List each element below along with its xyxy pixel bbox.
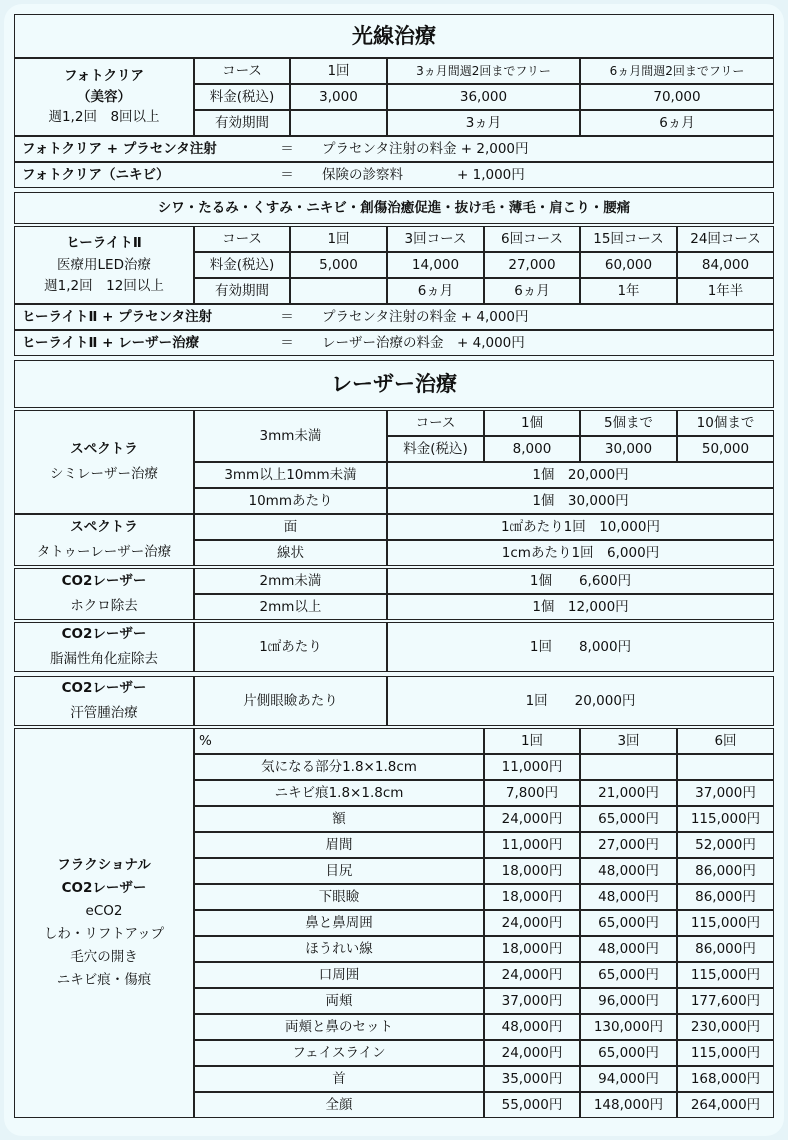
photoclear-label-line: フォトクリア <box>63 67 145 84</box>
spectra-spots-label-line: シミレーザー治療 <box>50 466 158 482</box>
co2-syringoma-label-line: 汗管腫治療 <box>70 705 138 721</box>
fractional-price-cell: 37,000円 <box>677 780 774 806</box>
spectra-small-row-label: コース <box>387 410 484 436</box>
healite-courses-cell: 1回 <box>290 226 387 252</box>
photoclear-row-label: 有効期間 <box>194 110 290 136</box>
fractional-label-line: 毛穴の開き <box>70 948 138 965</box>
fractional-price-cell: 21,000円 <box>580 780 677 806</box>
co2-keratosis-label-line: 脂漏性角化症除去 <box>50 651 158 667</box>
photoclear-placenta-row-desc: プラセンタ注射の料金 + 2,000円 <box>322 140 529 157</box>
fractional-price-cell: 18,000円 <box>484 884 580 910</box>
fractional-price-cell: 115,000円 <box>677 910 774 936</box>
fractional-label-line: しわ・リフトアップ <box>43 926 165 942</box>
spectra-tattoo-label-line: タトゥーレーザー治療 <box>36 544 172 560</box>
photoclear-prices-cell: 36,000 <box>387 84 580 110</box>
co2-syringoma-label-line: CO2レーザー <box>61 680 147 697</box>
frame-light-title <box>14 14 774 58</box>
fractional-area: 口周囲 <box>194 962 484 988</box>
fractional-price-cell: 24,000円 <box>484 910 580 936</box>
co2-mole-label-line: CO2レーザー <box>61 573 147 590</box>
fractional-label-line: フラクショナル <box>57 857 151 874</box>
fractional-area: 気になる部分1.8×1.8cm <box>194 754 484 780</box>
fractional-label-line: ニキビ痕・傷痕 <box>56 971 152 988</box>
fractional-price-cell: 48,000円 <box>580 858 677 884</box>
mole-size-label: 2mm以上 <box>194 594 387 620</box>
spectra-small-cell: 30,000 <box>580 436 677 462</box>
frame-photoclear <box>14 58 774 188</box>
fractional-area: 目尻 <box>194 858 484 884</box>
fractional-price-cell: 86,000円 <box>677 884 774 910</box>
fractional-price-cell: 115,000円 <box>677 962 774 988</box>
fractional-price-cell: 65,000円 <box>580 1040 677 1066</box>
fractional-price-cell: 11,000円 <box>484 754 580 780</box>
fractional-price-cell: 65,000円 <box>580 962 677 988</box>
fractional-area: 首 <box>194 1066 484 1092</box>
mole-price: 1個 12,000円 <box>387 594 774 620</box>
spectra-small-row-label: 料金(税込) <box>387 436 484 462</box>
frame-fractional <box>14 728 774 1118</box>
frame-co2-syringoma <box>14 676 774 726</box>
fractional-area: フェイスライン <box>194 1040 484 1066</box>
healite-laser-row-desc: レーザー治療の料金 + 4,000円 <box>322 334 525 351</box>
healite-row-label: 料金(税込) <box>194 252 290 278</box>
spectra-small-cell: 8,000 <box>484 436 580 462</box>
healite-row-label: コース <box>194 226 290 252</box>
section-title-light: 光線治療 <box>14 14 774 58</box>
keratosis-unit-label: 1㎠あたり <box>194 622 387 672</box>
fractional-price-cell: 65,000円 <box>580 806 677 832</box>
fractional-price-cell: 48,000円 <box>580 884 677 910</box>
healite-courses-cell: 24回コース <box>677 226 774 252</box>
fractional-area: 下眼瞼 <box>194 884 484 910</box>
fractional-price-cell: 230,000円 <box>677 1014 774 1040</box>
photoclear-acne-row-equals: ＝ <box>280 166 294 183</box>
photoclear-row-label: コース <box>194 58 290 84</box>
fractional-price-cell: 35,000円 <box>484 1066 580 1092</box>
healite-prices-cell: 84,000 <box>677 252 774 278</box>
fractional-label-line: CO2レーザー <box>61 880 147 897</box>
frame-symptoms <box>14 192 774 224</box>
fractional-price-cell: 96,000円 <box>580 988 677 1014</box>
fractional-price-cell: 264,000円 <box>677 1092 774 1118</box>
fractional-price-cell: 24,000円 <box>484 962 580 988</box>
photoclear-courses-cell: 6ヵ月間週2回までフリー <box>580 58 774 84</box>
spectra-size-label: 10mmあたり <box>194 488 387 514</box>
healite-validity-cell: 6ヵ月 <box>484 278 580 304</box>
fractional-price-cell: 52,000円 <box>677 832 774 858</box>
fractional-area: 全顔 <box>194 1092 484 1118</box>
fractional-price-cell: 18,000円 <box>484 936 580 962</box>
fractional-price-cell: 24,000円 <box>484 1040 580 1066</box>
healite-courses-cell: 3回コース <box>387 226 484 252</box>
photoclear-courses-cell: 3ヵ月間週2回までフリー <box>387 58 580 84</box>
tattoo-type-label: 線状 <box>194 540 387 566</box>
fractional-price-cell: 168,000円 <box>677 1066 774 1092</box>
healite-laser-row-equals: ＝ <box>280 334 294 351</box>
healite-label-line: 週1,2回 12回以上 <box>44 278 164 295</box>
spectra-small-cell: 5個まで <box>580 410 677 436</box>
photoclear-prices-cell: 3,000 <box>290 84 387 110</box>
tattoo-type-label: 面 <box>194 514 387 540</box>
fractional-header-area: % <box>194 728 484 754</box>
co2-mole-label-line: ホクロ除去 <box>70 598 138 614</box>
healite-validity-cell: 1年半 <box>677 278 774 304</box>
photoclear-validity-cell: 6ヵ月 <box>580 110 774 136</box>
keratosis-price: 1回 8,000円 <box>387 622 774 672</box>
healite-prices-cell: 60,000 <box>580 252 677 278</box>
spectra-spots-label-line: スペクトラ <box>70 441 138 458</box>
healite-label-line: ヒーライトⅡ <box>66 234 142 251</box>
co2-keratosis-label-line: CO2レーザー <box>61 626 147 643</box>
frame-spectra-spots <box>14 410 774 514</box>
fractional-price-cell: 27,000円 <box>580 832 677 858</box>
healite-prices-cell: 14,000 <box>387 252 484 278</box>
frame-healite <box>14 226 774 356</box>
fractional-area: 両頬と鼻のセット <box>194 1014 484 1040</box>
fractional-price-cell: 7,800円 <box>484 780 580 806</box>
healite-validity-cell: 1年 <box>580 278 677 304</box>
fractional-price-cell: 115,000円 <box>677 806 774 832</box>
spectra-size-price: 1個 30,000円 <box>387 488 774 514</box>
frame-laser-title <box>14 360 774 408</box>
fractional-price-cell: 94,000円 <box>580 1066 677 1092</box>
fractional-price-cell: 65,000円 <box>580 910 677 936</box>
healite-placenta-row-name: ヒーライトⅡ + プラセンタ注射 <box>22 308 213 325</box>
fractional-price-cell: 86,000円 <box>677 936 774 962</box>
fractional-price-cell: 24,000円 <box>484 806 580 832</box>
frame-co2-mole <box>14 568 774 620</box>
spectra-small-cell: 50,000 <box>677 436 774 462</box>
symptoms-banner: シワ・たるみ・くすみ・ニキビ・創傷治癒促進・抜け毛・薄毛・肩こり・腰痛 <box>14 192 774 224</box>
spectra-tattoo-label-line: スペクトラ <box>70 519 138 536</box>
fractional-header-cell: 1回 <box>484 728 580 754</box>
section-title-laser: レーザー治療 <box>14 360 774 408</box>
photoclear-label-line: （美容） <box>77 88 131 105</box>
fractional-area: 額 <box>194 806 484 832</box>
photoclear-courses-cell: 1回 <box>290 58 387 84</box>
fractional-price-cell: 86,000円 <box>677 858 774 884</box>
mole-size-label: 2mm未満 <box>194 568 387 594</box>
spectra-small-cell: 1個 <box>484 410 580 436</box>
tattoo-price: 1㎠あたり1回 10,000円 <box>387 514 774 540</box>
photoclear-acne-row-name: フォトクリア（ニキビ） <box>22 166 170 183</box>
fractional-area: 両頬 <box>194 988 484 1014</box>
spectra-size-label: 3mm以上10mm未満 <box>194 462 387 488</box>
spectra-small-cell: 10個まで <box>677 410 774 436</box>
fractional-label-line: eCO2 <box>85 903 123 920</box>
fractional-price-cell: 55,000円 <box>484 1092 580 1118</box>
photoclear-row-label: 料金(税込) <box>194 84 290 110</box>
photoclear-prices-cell: 70,000 <box>580 84 774 110</box>
photoclear-validity-cell: 3ヵ月 <box>387 110 580 136</box>
healite-prices-cell: 27,000 <box>484 252 580 278</box>
fractional-price-cell: 48,000円 <box>580 936 677 962</box>
healite-courses-cell: 6回コース <box>484 226 580 252</box>
healite-placenta-row-equals: ＝ <box>280 308 294 325</box>
fractional-area: ほうれい線 <box>194 936 484 962</box>
healite-row-label: 有効期間 <box>194 278 290 304</box>
fractional-header-cell: 6回 <box>677 728 774 754</box>
frame-co2-keratosis <box>14 622 774 672</box>
fractional-price-cell: 48,000円 <box>484 1014 580 1040</box>
fractional-area: 眉間 <box>194 832 484 858</box>
syringoma-price: 1回 20,000円 <box>387 676 774 726</box>
frame-spectra-tattoo <box>14 514 774 566</box>
fractional-area: ニキビ痕1.8×1.8cm <box>194 780 484 806</box>
fractional-header-cell: 3回 <box>580 728 677 754</box>
photoclear-placenta-row-equals: ＝ <box>280 140 294 157</box>
fractional-price-cell: 18,000円 <box>484 858 580 884</box>
fractional-price-cell: 177,600円 <box>677 988 774 1014</box>
syringoma-unit-label: 片側眼瞼あたり <box>194 676 387 726</box>
fractional-price-cell: 148,000円 <box>580 1092 677 1118</box>
healite-laser-row-name: ヒーライトⅡ + レーザー治療 <box>22 334 200 351</box>
photoclear-acne-row-desc: 保険の診察料 + 1,000円 <box>322 166 525 183</box>
healite-placenta-row-desc: プラセンタ注射の料金 + 4,000円 <box>322 308 529 325</box>
spectra-small-label: 3mm未満 <box>194 410 387 462</box>
fractional-price-cell: 37,000円 <box>484 988 580 1014</box>
photoclear-label-line: 週1,2回 8回以上 <box>48 109 160 126</box>
fractional-price-cell: 115,000円 <box>677 1040 774 1066</box>
fractional-area: 鼻と鼻周囲 <box>194 910 484 936</box>
mole-price: 1個 6,600円 <box>387 568 774 594</box>
spectra-size-price: 1個 20,000円 <box>387 462 774 488</box>
healite-label-line: 医療用LED治療 <box>57 256 151 273</box>
healite-validity-cell: 6ヵ月 <box>387 278 484 304</box>
fractional-price-cell: 11,000円 <box>484 832 580 858</box>
tattoo-price: 1cmあたり1回 6,000円 <box>387 540 774 566</box>
fractional-price-cell: 130,000円 <box>580 1014 677 1040</box>
healite-prices-cell: 5,000 <box>290 252 387 278</box>
photoclear-placenta-row-name: フォトクリア + プラセンタ注射 <box>22 140 217 157</box>
healite-courses-cell: 15回コース <box>580 226 677 252</box>
